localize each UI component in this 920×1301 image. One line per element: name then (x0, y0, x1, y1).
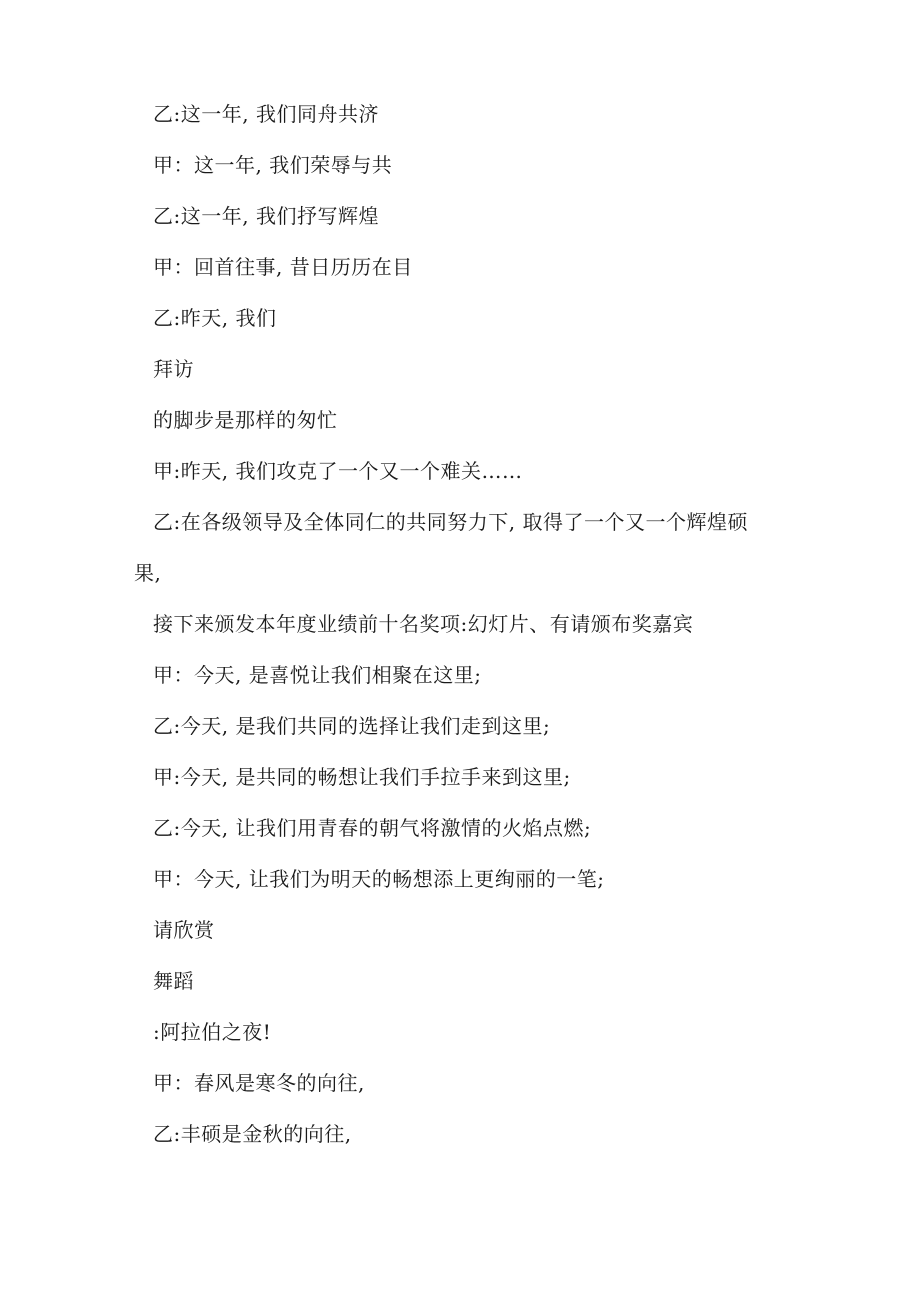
text-line: 甲:昨天, 我们攻克了一个又一个难关…… (153, 459, 523, 483)
text-line: 接下来颁发本年度业绩前十名奖项:幻灯片、有请颁布奖嘉宾 (153, 612, 694, 636)
text-line: 甲：今天, 是喜悦让我们相聚在这里; (153, 663, 482, 687)
text-line: 乙:这一年, 我们同舟共济 (153, 102, 379, 126)
text-line: 舞蹈 (153, 969, 194, 993)
text-line: 拜访 (153, 357, 194, 381)
text-line: 的脚步是那样的匆忙 (153, 408, 338, 432)
text-line: 乙:今天, 让我们用青春的朝气将激情的火焰点燃; (153, 816, 592, 840)
text-line: 请欣赏 (153, 918, 215, 942)
text-line: 果, (134, 561, 162, 585)
text-line: 甲：今天, 让我们为明天的畅想添上更绚丽的一笔; (153, 867, 605, 891)
text-line: :阿拉伯之夜! (153, 1020, 272, 1044)
text-line: 甲：这一年, 我们荣辱与共 (153, 153, 393, 177)
text-line: 甲：回首往事, 昔日历历在目 (153, 255, 413, 279)
text-line: 乙:这一年, 我们抒写辉煌 (153, 204, 379, 228)
text-line: 乙:在各级领导及全体同仁的共同努力下, 取得了一个又一个辉煌硕 (153, 510, 748, 534)
text-line: 甲:今天, 是共同的畅想让我们手拉手来到这里; (153, 765, 571, 789)
text-line: 乙:丰硕是金秋的向往, (153, 1122, 352, 1146)
text-line: 甲：春风是寒冬的向往, (153, 1071, 365, 1095)
text-line: 乙:昨天, 我们 (153, 306, 277, 330)
text-line: 乙:今天, 是我们共同的选择让我们走到这里; (153, 714, 551, 738)
